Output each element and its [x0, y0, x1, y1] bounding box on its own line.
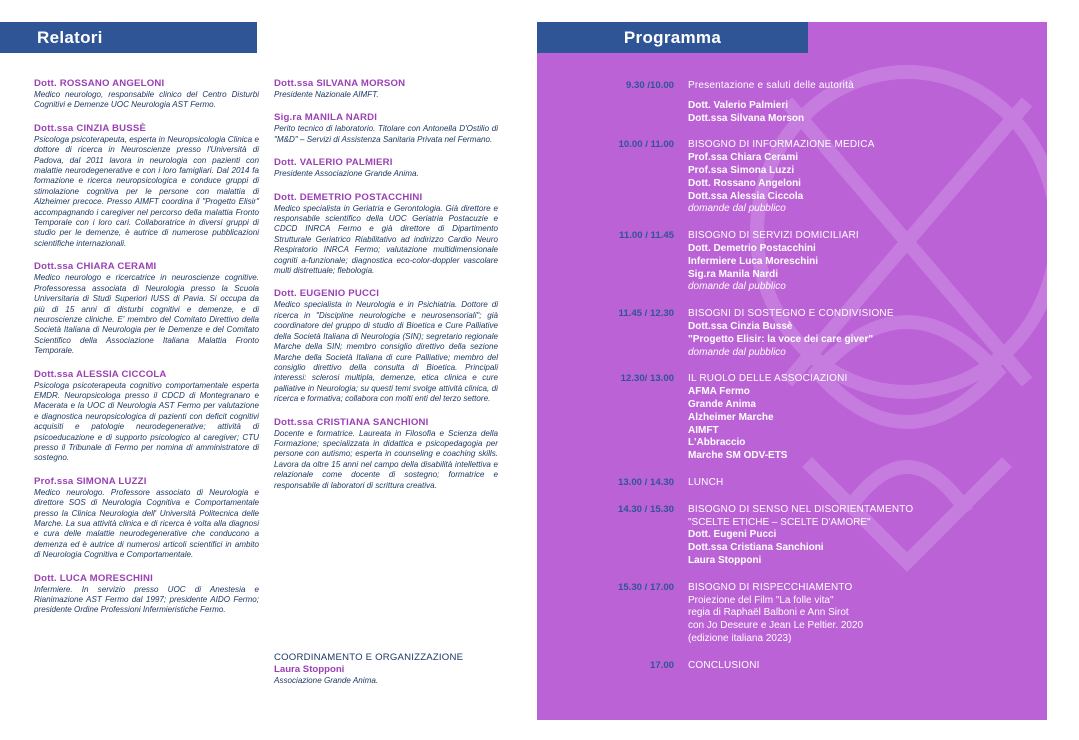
program-line: AIMFT: [688, 424, 719, 436]
speaker-description: Presidente Associazione Grande Anima.: [274, 169, 419, 179]
program-title: BISOGNO DI SENSO NEL DISORIENTAMENTO: [688, 503, 914, 515]
program-line: Dott.ssa Cinzia Bussè: [688, 320, 793, 332]
program-item: [537, 582, 1047, 646]
program-line: Dott.ssa Silvana Morson: [688, 112, 805, 124]
speaker-description: Medico specialista in Neurologia e in Psichiatria. Dottore di ricerca in "Discipline neurologiche e neurosensoriali"; già coordinatore del gruppo di studio di Bioetica e Cure Palliative della Società Italiana di Neurologia (SIN); segretario regionale Marche della SIN; membro consiglio direttivo della sezione Marche della Società Italiana di cure Palliative; membro del consiglio direttivo della consulta di Bioetica. Principali interessi: sclerosi multipla, demenze, etica clinica e cure palliative in Neurologia; su questi temi svolge attività clinica, di ricerca e formativa; collabora con molti enti del terzo settore.: [274, 300, 498, 404]
speaker-description: Presidente Nazionale AIMFT.: [274, 90, 379, 99]
speaker-description: Infermiere. In servizio presso UOC di Anestesia e Rianimazione AST Fermo dal 1997; presidente AIDO Fermo; presidente Ordine Professioni Infermieristiche Fermo.: [34, 584, 259, 615]
program-item: [537, 373, 1047, 463]
speaker-description: Medico neurologo, responsabile clinico del Centro Disturbi Cognitivi e Demenze UOC Neurologia AST Fermo.: [34, 90, 259, 110]
speakers-column-2: [274, 78, 498, 503]
speaker-entry: [274, 192, 498, 277]
program-line: domande dal pubblico: [688, 346, 786, 358]
speaker-name: Dott. DEMETRIO POSTACCHINI: [274, 191, 423, 203]
program-line: Dott. Valerio Palmieri: [688, 99, 789, 111]
program-title: CONCLUSIONI: [688, 659, 760, 671]
program-time: 11.00 / 11.45: [619, 230, 674, 242]
program-item: [537, 308, 1047, 359]
program-line: AFMA Fermo: [688, 386, 750, 398]
coordination-name: Laura Stopponi: [274, 664, 345, 675]
program-line: Dott.ssa Cristiana Sanchioni: [688, 542, 824, 554]
program-item: [537, 139, 1047, 216]
program-item: [537, 230, 1047, 294]
program-line: "Progetto Elisir: la voce dei care giver": [688, 333, 874, 345]
program-panel: [537, 22, 1047, 720]
speaker-entry: [274, 417, 498, 491]
program-line: domande dal pubblico: [688, 203, 786, 215]
program-line: (edizione italiana 2023): [688, 632, 792, 644]
program-time: 10.00 / 11.00: [618, 139, 674, 151]
program-content: [688, 660, 1018, 673]
program-content: [688, 80, 1018, 125]
program-item: [537, 477, 1047, 490]
speaker-name: Dott. VALERIO PALMIERI: [274, 157, 393, 169]
speaker-name: Sig.ra MANILA NARDI: [274, 112, 378, 124]
speaker-description: Medico neurologo e ricercatrice in neuroscienze cognitive. Professoressa associata di Neurologia presso la Scuola Universitaria di Studi Superiori IUSS di Pavia. Si occupa da più di 15 anni di disturbi cognitivi e demenze, e di neuroscienze cliniche. E' membro del Comitato Direttivo della Società Italiana di Neurologia per le Demenze e del Comitato Scientifico della Associazione Italiana Malattia Fronto Temporale.: [34, 273, 259, 356]
speaker-entry: [34, 369, 259, 464]
program-title: BISOGNO DI INFORMAZIONE MEDICA: [688, 139, 875, 151]
program-item: [537, 660, 1047, 673]
speakers-panel: [0, 0, 520, 740]
program-line: Dott. Rossano Angeloni: [688, 177, 801, 189]
speaker-name: Dott.ssa CRISTIANA SANCHIONI: [274, 416, 429, 428]
program-line: domande dal pubblico: [688, 281, 786, 293]
speakers-header: Relatori: [0, 22, 257, 53]
program-line: Grande Anima: [688, 398, 756, 410]
speaker-description: Docente e formatrice. Laureata in Filosofia e Scienza della Formazione; specializzata in didattica e psicopedagogia per persone con autismo; esperta in counseling e coaching skills. Lavora da oltre 15 anni nel campo della disabilità intellettiva e relazionale come docente di sostegno; formatrice e responsabile di laboratori di scrittura creativa.: [274, 428, 498, 490]
program-content: [688, 582, 1018, 646]
program-line: Prof.ssa Simona Luzzi: [688, 164, 795, 176]
program-line: regia di Raphaël Balboni e Ann Sirot: [688, 607, 849, 619]
speaker-name: Dott. LUCA MORESCHINI: [34, 572, 153, 584]
speaker-name: Dott.ssa ALESSIA CICCOLA: [34, 368, 167, 380]
program-item: [537, 504, 1047, 568]
program-content: [688, 139, 1018, 216]
program-content: [688, 373, 1018, 463]
speaker-name: Dott. EUGENIO PUCCI: [274, 288, 380, 300]
program-line: L'Abbraccio: [688, 437, 746, 449]
speaker-description: Medico neurologo. Professore associato di Neurologia e direttore SOS di Neurologia Cognitiva e Comportamentale presso la Clinica Neurologia dell' Università Politecnica delle Marche. La sua attività clinica e di ricerca è volta alla diagnosi e cura delle malattie neurodegenerative che conducono a demenza ed è autrice di numerosi articoli scientifici in ambito di Neurologia Cognitiva e Comportamentale.: [34, 487, 259, 560]
program-time: 17.00: [649, 659, 674, 671]
speaker-name: Prof.ssa SIMONA LUZZI: [34, 475, 147, 487]
program-line: "SCELTE ETICHE – SCELTE D'AMORE": [688, 516, 871, 528]
speaker-entry: [34, 78, 259, 111]
program-spacer: [688, 93, 1018, 100]
program-header: Programma: [537, 22, 808, 53]
program-title: BISOGNI DI SOSTEGNO E CONDIVISIONE: [688, 308, 894, 320]
program-list: [537, 80, 1047, 686]
speaker-description: Psicologa psicoterapeuta, esperta in Neuropsicologia Clinica e dottore di ricerca in Neuroscienze presso l'Università di Padova, dal 2011 lavora in neurologia con pazienti con malattie neurodegenerative e con i loro famigliari. Dal 2014 fa formazione e ricerca neuropsicologica e conduce gruppi di stimolazione cognitiva per le persone con malattia di Alzheimer precoce. Presso AIMFT coordina il "Progetto Elisir" accompagnando i caregiver nel percorso della malattia Fronto Temporale con i loro cari. Collaboratrice in diversi gruppi di studio per le demenze, è autrice di numerose pubblicazioni scientifiche internazionali.: [34, 134, 259, 248]
speaker-entry: [274, 78, 498, 100]
speaker-name: Dott. ROSSANO ANGELONI: [34, 78, 165, 89]
program-content: [688, 504, 1018, 568]
speaker-entry: [274, 288, 498, 404]
program-item: [537, 80, 1047, 125]
speaker-entry: [274, 112, 498, 145]
coordination-title: COORDINAMENTO E ORGANIZZAZIONE: [274, 652, 464, 663]
program-time: 14.30 / 15.30: [617, 503, 674, 515]
speaker-name: Dott.ssa CINZIA BUSSÈ: [34, 122, 147, 134]
program-title: BISOGNO DI RISPECCHIAMENTO: [688, 581, 853, 593]
program-line: Infermiere Luca Moreschini: [688, 255, 819, 267]
program-title: IL RUOLO DELLE ASSOCIAZIONI: [688, 373, 848, 385]
speaker-entry: [274, 157, 498, 179]
program-title: Presentazione e saluti delle autorità: [688, 80, 854, 91]
coordination-desc: Associazione Grande Anima.: [274, 676, 379, 685]
program-title: LUNCH: [688, 476, 724, 488]
program-time: 11.45 / 12.30: [618, 308, 674, 320]
program-line: Proiezione del Film "La folle vita": [688, 594, 834, 606]
program-content: [688, 477, 1018, 490]
speaker-name: Dott.ssa CHIARA CERAMI: [34, 261, 157, 273]
program-line: Dott.ssa Alessia Ciccola: [688, 190, 804, 202]
program-time: 15.30 / 17.00: [617, 581, 674, 593]
program-time: 13.00 / 14.30: [617, 476, 674, 488]
program-line: con Jo Deseure e Jean Le Peltier. 2020: [688, 620, 864, 632]
program-content: [688, 230, 1018, 294]
program-line: Laura Stopponi: [688, 554, 762, 566]
program-line: Prof.ssa Chiara Cerami: [688, 152, 799, 164]
speaker-entry: [34, 476, 259, 561]
program-line: Dott. Demetrio Postacchini: [688, 242, 816, 254]
speaker-description: Perito tecnico di laboratorio. Titolare con Antonella D'Ostilio di "M&D" – Servizi di Assistenza Sanitaria Privata nel Fermano.: [274, 124, 498, 144]
program-time: 9.30 /10.00: [625, 80, 674, 91]
speaker-description: Medico specialista in Geriatria e Gerontologia. Già direttore e responsabile scientifico della UOC Geriatria Postacuzie e CDCD INRCA Fermo e già direttore di Dipartimento Strutturale Geriatrico Riabilitativo ad indirizzo Cardio Neuro Respiratorio INRCA Fermo; valutazione multidimensionale cogniti a-funzionale; diagnostica eco-color-doppler vascolare multi distrettuale; flebologia.: [274, 203, 498, 276]
program-line: Marche SM ODV-ETS: [688, 450, 788, 462]
speakers-column-1: [34, 78, 259, 628]
program-line: Alzheimer Marche: [688, 411, 774, 423]
program-line: Dott. Eugeni Pucci: [688, 529, 777, 541]
speaker-description: Psicologa psicoterapeuta cognitivo comportamentale esperta EMDR. Neuropsicologa presso il CDCD di Montegranaro e Macerata e la UOC di Neurologia AST Fermo per valutazione e diagnostica neuropsicologica di pazienti con deficit cognitivi acquisiti e patologie neurodegenerative; attività di psicoeducazione e di supporto psicologico al caregiver; CTU presso il Tribunale di Fermo per nomina di amministratore di sostegno.: [34, 380, 259, 463]
speaker-entry: [34, 123, 259, 249]
coordination-block: [274, 652, 504, 686]
speaker-name: Dott.ssa SILVANA MORSON: [274, 78, 406, 89]
program-time: 12.30/ 13.00: [620, 373, 674, 385]
program-line: Sig.ra Manila Nardi: [688, 268, 779, 280]
speaker-entry: [34, 261, 259, 356]
speaker-entry: [34, 573, 259, 616]
program-content: [688, 308, 1018, 359]
program-title: BISOGNO DI SERVIZI DOMICILIARI: [688, 230, 859, 242]
